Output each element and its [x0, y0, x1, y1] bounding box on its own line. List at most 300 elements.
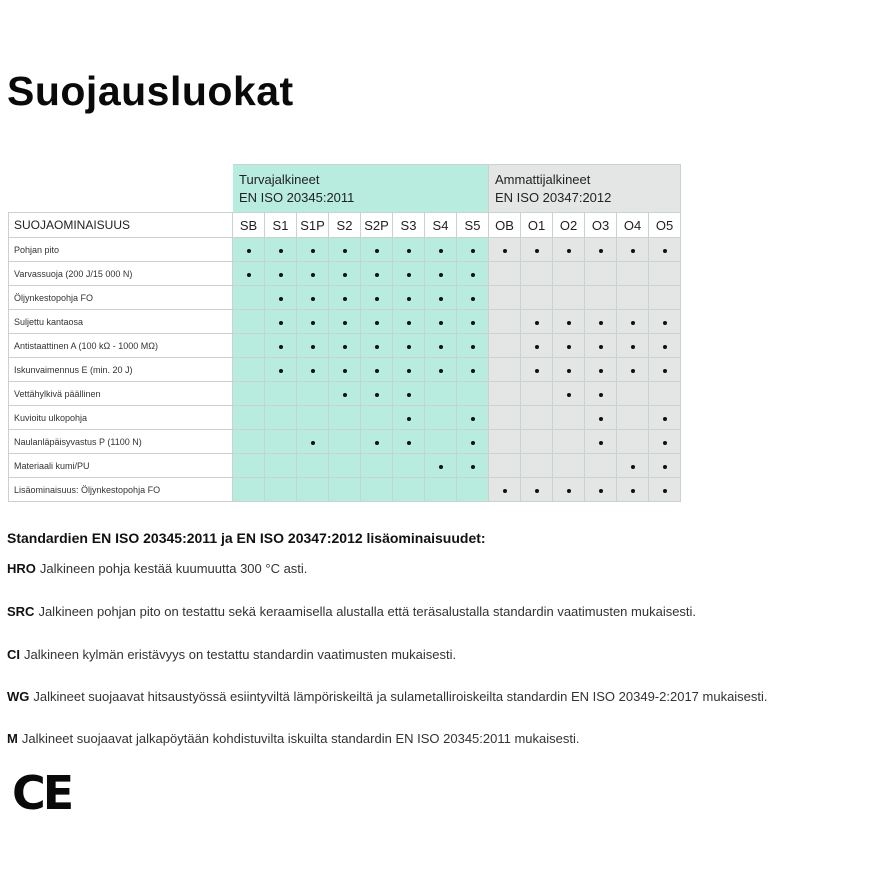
table-cell	[457, 454, 489, 478]
table-cell	[585, 478, 617, 502]
table-cell	[297, 454, 329, 478]
class-code-header: S1	[265, 213, 297, 238]
check-dot-icon	[503, 249, 507, 253]
property-label: Öljynkestopohja FO	[9, 286, 233, 310]
table-cell	[393, 358, 425, 382]
table-cell	[393, 382, 425, 406]
table-cell	[297, 238, 329, 262]
note-text: Jalkineet suojaavat jalkapöytään kohdistuvilta iskuilta standardin EN ISO 20345:2011 mukaisesti.	[21, 731, 580, 746]
check-dot-icon	[599, 345, 603, 349]
table-cell	[617, 262, 649, 286]
table-cell	[233, 382, 265, 406]
group-safety-standard: EN ISO 20345:2011	[239, 189, 355, 205]
table-cell	[233, 238, 265, 262]
table-cell	[521, 262, 553, 286]
property-label: Naulanläpäisyvastus P (1100 N)	[9, 430, 233, 454]
table-cell	[617, 382, 649, 406]
table-cell	[265, 286, 297, 310]
table-cell	[425, 358, 457, 382]
table-cell	[425, 262, 457, 286]
class-code-header: O2	[553, 213, 585, 238]
table-cell	[553, 382, 585, 406]
table-cell	[457, 262, 489, 286]
table-cell	[617, 334, 649, 358]
check-dot-icon	[311, 297, 315, 301]
class-code-header: S4	[425, 213, 457, 238]
table-cell	[329, 430, 361, 454]
table-cell	[233, 430, 265, 454]
table-cell	[329, 382, 361, 406]
check-dot-icon	[311, 345, 315, 349]
table-row	[9, 358, 681, 382]
check-dot-icon	[343, 369, 347, 373]
check-dot-icon	[343, 249, 347, 253]
table-cell	[393, 406, 425, 430]
table-cell	[361, 478, 393, 502]
table-cell	[425, 406, 457, 430]
check-dot-icon	[343, 393, 347, 397]
table-cell	[361, 358, 393, 382]
table-cell	[617, 430, 649, 454]
check-dot-icon	[375, 393, 379, 397]
check-dot-icon	[343, 321, 347, 325]
table-cell	[585, 334, 617, 358]
table-cell	[297, 334, 329, 358]
table-cell	[553, 454, 585, 478]
table-cell	[265, 406, 297, 430]
table-cell	[425, 334, 457, 358]
property-label: Materiaali kumi/PU	[9, 454, 233, 478]
note-ci	[7, 647, 456, 662]
check-dot-icon	[663, 249, 667, 253]
table-row	[9, 478, 681, 502]
note-src	[7, 604, 696, 619]
check-dot-icon	[439, 297, 443, 301]
table-cell	[585, 358, 617, 382]
table-cell	[649, 310, 681, 334]
check-dot-icon	[439, 321, 443, 325]
check-dot-icon	[279, 273, 283, 277]
table-cell	[521, 382, 553, 406]
table-cell	[585, 406, 617, 430]
check-dot-icon	[663, 441, 667, 445]
table-cell	[265, 334, 297, 358]
table-cell	[297, 358, 329, 382]
table-cell	[393, 478, 425, 502]
check-dot-icon	[343, 273, 347, 277]
table-cell	[297, 286, 329, 310]
note-m	[7, 731, 579, 746]
check-dot-icon	[471, 273, 475, 277]
table-cell	[265, 238, 297, 262]
table-row	[9, 238, 681, 262]
standards-heading: Standardien EN ISO 20345:2011 ja EN ISO 20347:2012 lisäominaisuudet:	[7, 530, 486, 546]
check-dot-icon	[599, 489, 603, 493]
table-cell	[297, 478, 329, 502]
check-dot-icon	[439, 369, 443, 373]
table-row	[9, 382, 681, 406]
class-code-header: S5	[457, 213, 489, 238]
table-cell	[233, 310, 265, 334]
table-cell	[617, 478, 649, 502]
table-cell	[489, 286, 521, 310]
check-dot-icon	[631, 465, 635, 469]
table-cell	[553, 262, 585, 286]
table-cell	[265, 454, 297, 478]
note-code: WG	[7, 689, 30, 704]
table-cell	[649, 238, 681, 262]
table-cell	[489, 238, 521, 262]
table-cell	[233, 262, 265, 286]
note-code: HRO	[7, 561, 36, 576]
check-dot-icon	[471, 465, 475, 469]
check-dot-icon	[279, 345, 283, 349]
table-cell	[297, 382, 329, 406]
check-dot-icon	[279, 297, 283, 301]
table-cell	[585, 310, 617, 334]
check-dot-icon	[567, 321, 571, 325]
table-cell	[489, 382, 521, 406]
table-cell	[233, 406, 265, 430]
table-cell	[521, 406, 553, 430]
table-row	[9, 262, 681, 286]
check-dot-icon	[311, 441, 315, 445]
table-cell	[265, 262, 297, 286]
check-dot-icon	[631, 489, 635, 493]
check-dot-icon	[311, 321, 315, 325]
property-label: Varvassuoja (200 J/15 000 N)	[9, 262, 233, 286]
table-cell	[265, 382, 297, 406]
property-label: Kuvioitu ulkopohja	[9, 406, 233, 430]
table-cell	[297, 262, 329, 286]
table-cell	[233, 334, 265, 358]
table-cell	[521, 454, 553, 478]
check-dot-icon	[599, 393, 603, 397]
class-code-header: O3	[585, 213, 617, 238]
check-dot-icon	[471, 441, 475, 445]
table-cell	[521, 238, 553, 262]
check-dot-icon	[535, 345, 539, 349]
check-dot-icon	[599, 321, 603, 325]
table-cell	[233, 286, 265, 310]
check-dot-icon	[471, 369, 475, 373]
check-dot-icon	[663, 417, 667, 421]
check-dot-icon	[663, 489, 667, 493]
table-cell	[361, 286, 393, 310]
table-cell	[649, 454, 681, 478]
check-dot-icon	[663, 345, 667, 349]
table-cell	[649, 358, 681, 382]
property-column-header: SUOJAOMINAISUUS	[9, 213, 233, 238]
table-cell	[457, 334, 489, 358]
table-cell	[521, 286, 553, 310]
class-code-header: SB	[233, 213, 265, 238]
check-dot-icon	[567, 369, 571, 373]
check-dot-icon	[407, 369, 411, 373]
table-cell	[361, 238, 393, 262]
table-cell	[585, 454, 617, 478]
table-cell	[329, 286, 361, 310]
class-code-header: S2P	[361, 213, 393, 238]
check-dot-icon	[567, 489, 571, 493]
table-cell	[265, 310, 297, 334]
table-cell	[361, 382, 393, 406]
table-cell	[329, 478, 361, 502]
table-cell	[521, 478, 553, 502]
check-dot-icon	[407, 441, 411, 445]
table-cell	[489, 310, 521, 334]
check-dot-icon	[375, 249, 379, 253]
check-dot-icon	[439, 465, 443, 469]
table-cell	[649, 478, 681, 502]
table-corner	[9, 165, 233, 213]
table-cell	[585, 382, 617, 406]
check-dot-icon	[535, 369, 539, 373]
table-cell	[361, 310, 393, 334]
table-cell	[457, 382, 489, 406]
table-cell	[521, 358, 553, 382]
table-cell	[329, 406, 361, 430]
table-cell	[297, 310, 329, 334]
ce-mark-logo: CE	[12, 766, 72, 820]
table-cell	[297, 406, 329, 430]
table-row	[9, 430, 681, 454]
table-cell	[553, 238, 585, 262]
table-row	[9, 454, 681, 478]
check-dot-icon	[343, 345, 347, 349]
property-label: Iskunvaimennus E (min. 20 J)	[9, 358, 233, 382]
table-cell	[489, 334, 521, 358]
check-dot-icon	[663, 321, 667, 325]
table-cell	[521, 310, 553, 334]
check-dot-icon	[471, 321, 475, 325]
check-dot-icon	[279, 369, 283, 373]
check-dot-icon	[375, 297, 379, 301]
table-cell	[649, 262, 681, 286]
check-dot-icon	[599, 441, 603, 445]
check-dot-icon	[599, 417, 603, 421]
table-cell	[457, 310, 489, 334]
table-cell	[489, 454, 521, 478]
table-cell	[393, 238, 425, 262]
class-code-header: S2	[329, 213, 361, 238]
check-dot-icon	[407, 297, 411, 301]
table-cell	[553, 286, 585, 310]
group-occupational-title: Ammattijalkineet	[495, 171, 591, 187]
check-dot-icon	[599, 249, 603, 253]
check-dot-icon	[535, 489, 539, 493]
table-cell	[393, 454, 425, 478]
property-label: Suljettu kantaosa	[9, 310, 233, 334]
note-text: Jalkineet suojaavat hitsaustyössä esiintyviltä lämpöriskeiltä ja sulametalliroiskeilta standardin EN ISO 20349-2:2017 mukaisesti.	[33, 689, 768, 704]
check-dot-icon	[311, 273, 315, 277]
table-cell	[649, 430, 681, 454]
note-code: M	[7, 731, 18, 746]
table-cell	[265, 430, 297, 454]
table-cell	[329, 334, 361, 358]
table-cell	[361, 454, 393, 478]
property-label: Antistaattinen A (100 kΩ - 1000 MΩ)	[9, 334, 233, 358]
table-cell	[489, 430, 521, 454]
table-row	[9, 286, 681, 310]
table-cell	[457, 358, 489, 382]
table-cell	[393, 262, 425, 286]
table-cell	[553, 406, 585, 430]
table-cell	[425, 286, 457, 310]
table-cell	[585, 238, 617, 262]
check-dot-icon	[407, 345, 411, 349]
table-cell	[457, 430, 489, 454]
check-dot-icon	[503, 489, 507, 493]
table-cell	[489, 478, 521, 502]
table-cell	[425, 238, 457, 262]
check-dot-icon	[375, 369, 379, 373]
note-wg	[7, 689, 768, 704]
table-cell	[297, 430, 329, 454]
table-cell	[617, 238, 649, 262]
check-dot-icon	[471, 297, 475, 301]
table-cell	[233, 358, 265, 382]
table-cell	[361, 406, 393, 430]
check-dot-icon	[663, 369, 667, 373]
table-cell	[329, 454, 361, 478]
table-cell	[393, 310, 425, 334]
property-label: Lisäominaisuus: Öljynkestopohja FO	[9, 478, 233, 502]
table-cell	[553, 478, 585, 502]
check-dot-icon	[247, 273, 251, 277]
table-cell	[649, 334, 681, 358]
table-cell	[425, 310, 457, 334]
table-cell	[457, 238, 489, 262]
check-dot-icon	[375, 441, 379, 445]
table-cell	[425, 478, 457, 502]
table-cell	[329, 262, 361, 286]
table-cell	[553, 358, 585, 382]
table-cell	[393, 334, 425, 358]
note-text: Jalkineen pohjan pito on testattu sekä keraamisella alustalla että teräsalustalla standardin vaatimusten mukaisesti.	[38, 604, 697, 619]
check-dot-icon	[407, 249, 411, 253]
table-cell	[329, 238, 361, 262]
check-dot-icon	[631, 321, 635, 325]
table-cell	[617, 358, 649, 382]
table-row	[9, 310, 681, 334]
table-cell	[521, 334, 553, 358]
check-dot-icon	[631, 345, 635, 349]
table-cell	[553, 310, 585, 334]
check-dot-icon	[311, 369, 315, 373]
table-cell	[489, 358, 521, 382]
check-dot-icon	[375, 321, 379, 325]
note-code: SRC	[7, 604, 35, 619]
class-code-header: S1P	[297, 213, 329, 238]
table-cell	[585, 286, 617, 310]
check-dot-icon	[567, 345, 571, 349]
table-cell	[617, 454, 649, 478]
check-dot-icon	[663, 465, 667, 469]
table-cell	[553, 430, 585, 454]
check-dot-icon	[471, 249, 475, 253]
check-dot-icon	[439, 345, 443, 349]
table-cell	[649, 406, 681, 430]
note-text: Jalkineen kylmän eristävyys on testattu standardin vaatimusten mukaisesti.	[24, 647, 457, 662]
table-cell	[585, 262, 617, 286]
page-title: Suojausluokat	[7, 68, 294, 114]
check-dot-icon	[471, 345, 475, 349]
group-safety-footwear	[233, 165, 489, 213]
table-cell	[617, 406, 649, 430]
check-dot-icon	[439, 273, 443, 277]
table-cell	[553, 334, 585, 358]
check-dot-icon	[471, 417, 475, 421]
table-cell	[361, 430, 393, 454]
class-code-header: S3	[393, 213, 425, 238]
check-dot-icon	[599, 369, 603, 373]
check-dot-icon	[343, 297, 347, 301]
table-cell	[233, 478, 265, 502]
class-code-header: OB	[489, 213, 521, 238]
check-dot-icon	[279, 249, 283, 253]
check-dot-icon	[535, 321, 539, 325]
table-cell	[361, 334, 393, 358]
table-cell	[265, 358, 297, 382]
table-cell	[329, 310, 361, 334]
table-cell	[233, 454, 265, 478]
check-dot-icon	[407, 417, 411, 421]
group-occupational-standard: EN ISO 20347:2012	[495, 189, 612, 205]
group-occupational-footwear	[489, 165, 681, 213]
table-cell	[425, 454, 457, 478]
table-row	[9, 406, 681, 430]
check-dot-icon	[631, 369, 635, 373]
class-code-header: O5	[649, 213, 681, 238]
table-cell	[521, 430, 553, 454]
table-cell	[457, 406, 489, 430]
check-dot-icon	[407, 273, 411, 277]
check-dot-icon	[279, 321, 283, 325]
table-cell	[329, 358, 361, 382]
protection-class-table	[8, 164, 681, 502]
check-dot-icon	[567, 249, 571, 253]
check-dot-icon	[311, 249, 315, 253]
table-cell	[649, 382, 681, 406]
class-code-header: O1	[521, 213, 553, 238]
table-cell	[617, 310, 649, 334]
table-cell	[617, 286, 649, 310]
table-cell	[393, 286, 425, 310]
property-label: Pohjan pito	[9, 238, 233, 262]
check-dot-icon	[407, 321, 411, 325]
check-dot-icon	[439, 249, 443, 253]
table-cell	[457, 286, 489, 310]
table-cell	[265, 478, 297, 502]
note-text: Jalkineen pohja kestää kuumuutta 300 °C asti.	[39, 561, 308, 576]
check-dot-icon	[567, 393, 571, 397]
note-code: CI	[7, 647, 20, 662]
class-code-header: O4	[617, 213, 649, 238]
table-cell	[425, 430, 457, 454]
table-cell	[425, 382, 457, 406]
check-dot-icon	[631, 249, 635, 253]
check-dot-icon	[535, 249, 539, 253]
table-cell	[393, 430, 425, 454]
table-cell	[361, 262, 393, 286]
property-label: Vettähylkivä päällinen	[9, 382, 233, 406]
table-cell	[585, 430, 617, 454]
table-cell	[489, 262, 521, 286]
check-dot-icon	[375, 345, 379, 349]
check-dot-icon	[247, 249, 251, 253]
check-dot-icon	[375, 273, 379, 277]
